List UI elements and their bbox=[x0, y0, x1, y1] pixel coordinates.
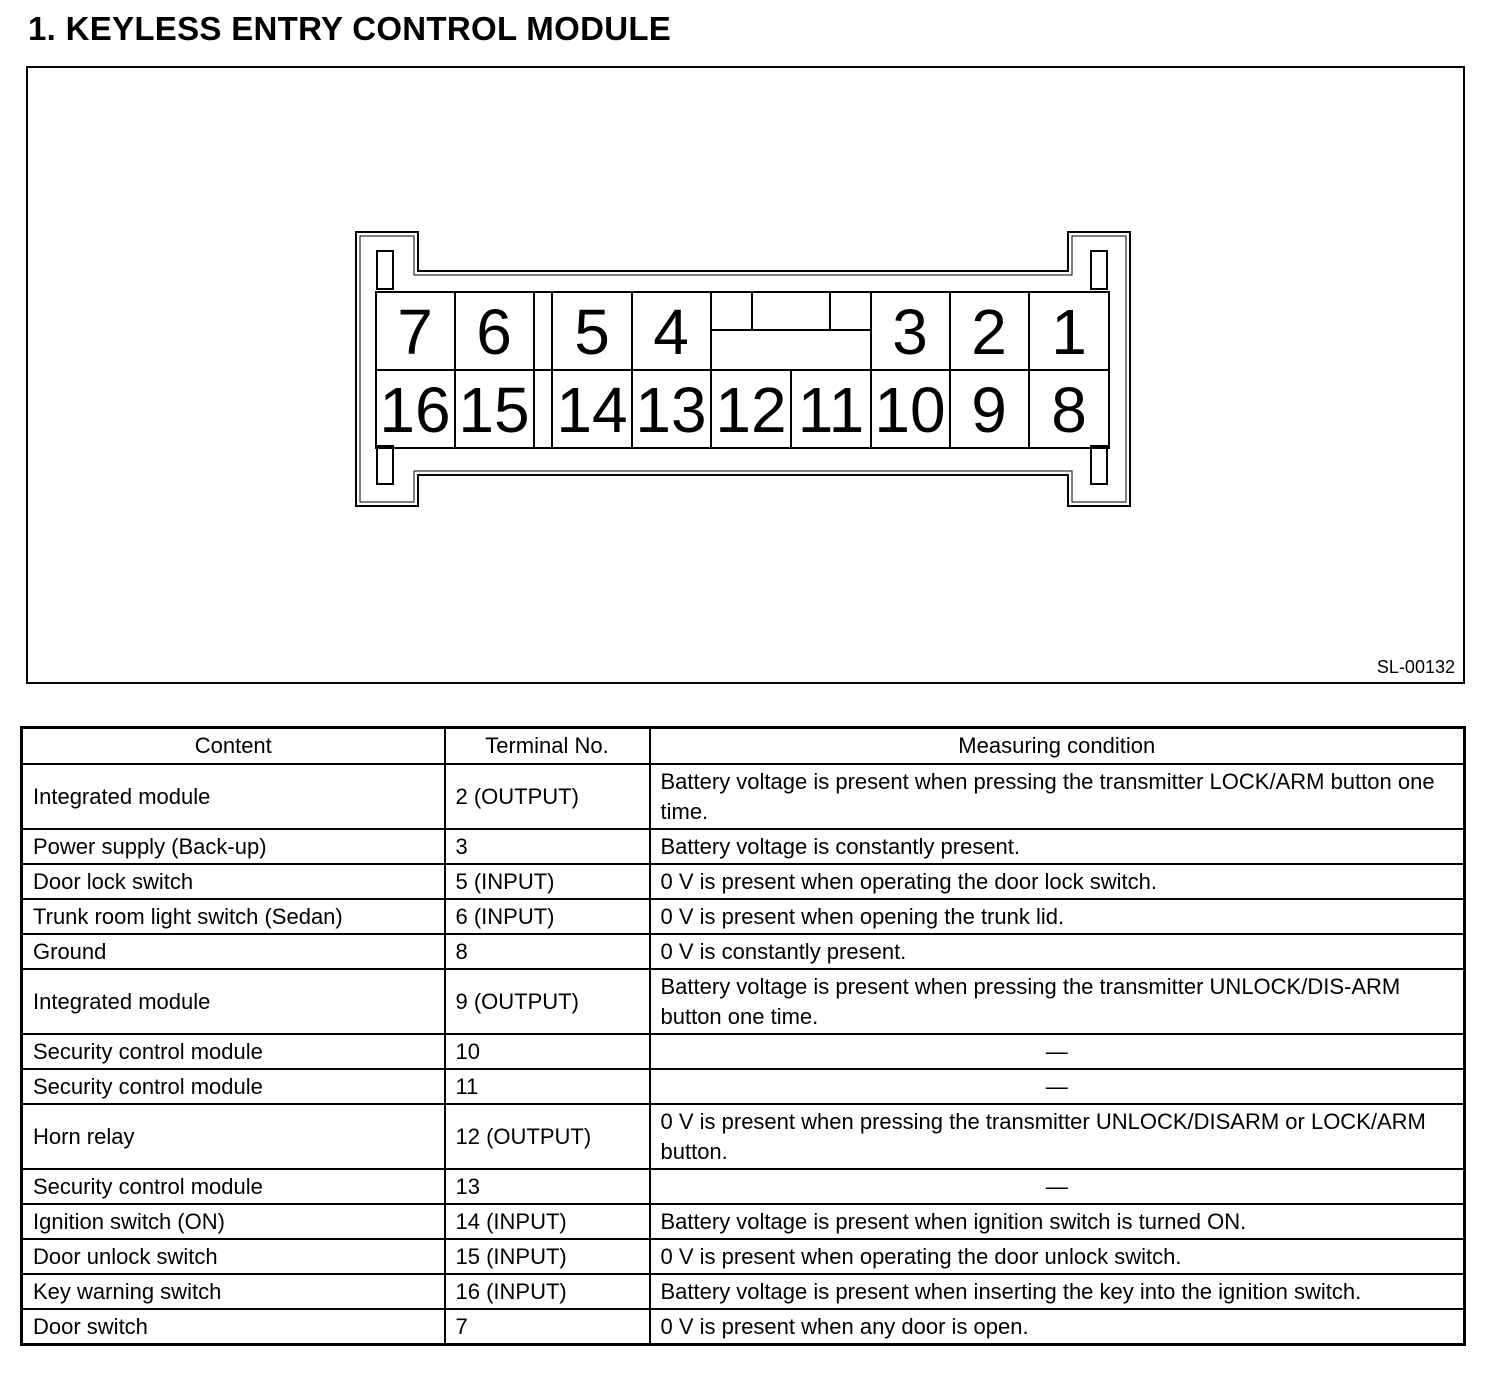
cell-terminal: 7 bbox=[445, 1309, 650, 1345]
cell-condition: 0 V is present when pressing the transmitter UNLOCK/DISARM or LOCK/ARM button. bbox=[650, 1104, 1465, 1169]
cell-content: Integrated module bbox=[22, 764, 445, 829]
cell-content: Security control module bbox=[22, 1069, 445, 1104]
page-title: 1. KEYLESS ENTRY CONTROL MODULE bbox=[28, 10, 672, 47]
cell-condition: Battery voltage is constantly present. bbox=[650, 829, 1465, 864]
table-row bbox=[22, 1104, 1465, 1169]
table-row bbox=[22, 1169, 1465, 1204]
table-row bbox=[22, 1239, 1465, 1274]
cell-condition: 0 V is present when operating the door lock switch. bbox=[650, 864, 1465, 899]
cell-terminal: 9 (OUTPUT) bbox=[445, 969, 650, 1034]
pin-11: 11 bbox=[797, 374, 865, 446]
table-row bbox=[22, 899, 1465, 934]
pin-7: 7 bbox=[397, 296, 433, 368]
pin-16: 16 bbox=[379, 374, 451, 446]
left-latch-top bbox=[377, 251, 393, 289]
cell-content: Door switch bbox=[22, 1309, 445, 1345]
pin-2: 2 bbox=[971, 296, 1007, 368]
cell-condition: — bbox=[650, 1169, 1465, 1204]
header-terminal: Terminal No. bbox=[445, 728, 650, 765]
cell-content: Power supply (Back-up) bbox=[22, 829, 445, 864]
terminal-table bbox=[20, 726, 1466, 1346]
cell-condition: Battery voltage is present when pressing the transmitter UNLOCK/DIS-ARM button one time. bbox=[650, 969, 1465, 1034]
cell-content: Door lock switch bbox=[22, 864, 445, 899]
cell-terminal: 12 (OUTPUT) bbox=[445, 1104, 650, 1169]
table-row bbox=[22, 1309, 1465, 1345]
header-condition: Measuring condition bbox=[650, 728, 1465, 765]
table-row bbox=[22, 969, 1465, 1034]
cell-terminal: 5 (INPUT) bbox=[445, 864, 650, 899]
pin-1: 1 bbox=[1051, 296, 1087, 368]
table-row bbox=[22, 1069, 1465, 1104]
connector-diagram bbox=[28, 68, 1467, 686]
cell-content: Security control module bbox=[22, 1169, 445, 1204]
pin-3: 3 bbox=[892, 296, 928, 368]
pin-4: 4 bbox=[653, 296, 689, 368]
pin-15: 15 bbox=[458, 374, 530, 446]
cell-content: Key warning switch bbox=[22, 1274, 445, 1309]
cell-terminal: 14 (INPUT) bbox=[445, 1204, 650, 1239]
left-latch-bottom bbox=[377, 446, 393, 484]
pin-12: 12 bbox=[715, 374, 787, 446]
cell-condition: 0 V is constantly present. bbox=[650, 934, 1465, 969]
cell-condition: 0 V is present when any door is open. bbox=[650, 1309, 1465, 1345]
table-row bbox=[22, 764, 1465, 829]
figure-code: SL-00132 bbox=[1376, 657, 1455, 677]
pin-14: 14 bbox=[556, 374, 628, 446]
cell-terminal: 3 bbox=[445, 829, 650, 864]
connector-figure bbox=[26, 66, 1465, 684]
table-row bbox=[22, 1204, 1465, 1239]
cell-terminal: 10 bbox=[445, 1034, 650, 1069]
connector-key-tab bbox=[752, 292, 830, 330]
pin-6: 6 bbox=[476, 296, 512, 368]
cell-condition: Battery voltage is present when ignition switch is turned ON. bbox=[650, 1204, 1465, 1239]
table-row bbox=[22, 1034, 1465, 1069]
cell-content: Ignition switch (ON) bbox=[22, 1204, 445, 1239]
table-row bbox=[22, 934, 1465, 969]
cell-terminal: 2 (OUTPUT) bbox=[445, 764, 650, 829]
header-content: Content bbox=[22, 728, 445, 765]
table-header-row bbox=[22, 728, 1465, 765]
cell-terminal: 6 (INPUT) bbox=[445, 899, 650, 934]
table-row bbox=[22, 829, 1465, 864]
cell-terminal: 15 (INPUT) bbox=[445, 1239, 650, 1274]
cell-condition: — bbox=[650, 1069, 1465, 1104]
cell-condition: 0 V is present when opening the trunk lid. bbox=[650, 899, 1465, 934]
right-latch-bottom bbox=[1091, 446, 1107, 484]
table-row bbox=[22, 1274, 1465, 1309]
pin-10: 10 bbox=[874, 374, 946, 446]
cell-content: Trunk room light switch (Sedan) bbox=[22, 899, 445, 934]
cell-terminal: 16 (INPUT) bbox=[445, 1274, 650, 1309]
cell-condition: 0 V is present when operating the door unlock switch. bbox=[650, 1239, 1465, 1274]
table-row bbox=[22, 864, 1465, 899]
cell-terminal: 8 bbox=[445, 934, 650, 969]
pin-8: 8 bbox=[1051, 374, 1087, 446]
cell-condition: Battery voltage is present when inserting the key into the ignition switch. bbox=[650, 1274, 1465, 1309]
cell-condition: Battery voltage is present when pressing the transmitter LOCK/ARM button one time. bbox=[650, 764, 1465, 829]
pin-5: 5 bbox=[574, 296, 610, 368]
cell-content: Integrated module bbox=[22, 969, 445, 1034]
cell-content: Ground bbox=[22, 934, 445, 969]
cell-condition: — bbox=[650, 1034, 1465, 1069]
right-latch-top bbox=[1091, 251, 1107, 289]
pin-9: 9 bbox=[971, 374, 1007, 446]
cell-content: Door unlock switch bbox=[22, 1239, 445, 1274]
cell-content: Horn relay bbox=[22, 1104, 445, 1169]
cell-content: Security control module bbox=[22, 1034, 445, 1069]
cell-terminal: 11 bbox=[445, 1069, 650, 1104]
pin-13: 13 bbox=[635, 374, 707, 446]
cell-terminal: 13 bbox=[445, 1169, 650, 1204]
